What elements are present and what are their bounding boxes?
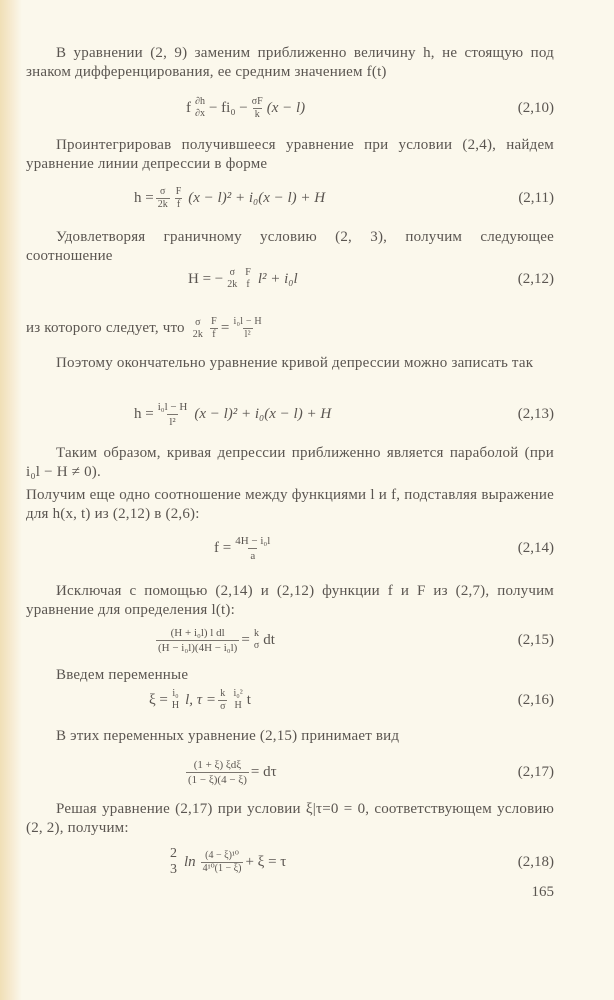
paragraph-8: Исключая с помощью (2,14) и (2,12) функции f и F из (2,7), получим уравнение для определения l(t): bbox=[26, 583, 554, 618]
inline-equation: σ 2k $\frac{F}{f}$ = $\frac{\text{i₀l − H}}{\text{l²}}$ bbox=[192, 316, 262, 340]
equation-number: (2,13) bbox=[517, 405, 554, 422]
equation-number: (2,16) bbox=[517, 691, 554, 708]
equation-2-10: f ∂h ∂x − fi₀ − $\frac{\sigma F}{k}$ (x − l) (2,10) bbox=[186, 95, 554, 120]
equation-2-14: f = $\frac{\text{4H − i₀l}}{a}$ (2,14) bbox=[214, 534, 554, 562]
paragraph-2: Проинтегрировав получившееся уравнение при условии (2,4), найдем уравнение линии депрессии в форме bbox=[26, 137, 554, 172]
paragraph-1: В уравнении (2, 9) заменим приближенно величину h, не стоящую под знаком дифференцирования, ее средним значением f(t) bbox=[26, 45, 554, 80]
paragraph-4: из которого следует, что σ 2k $\frac{F}{f}$ = $\frac{\text{i₀l − H}}{\text{l²}}$ bbox=[26, 316, 554, 341]
equation-number: (2,10) bbox=[517, 99, 554, 116]
equation-2-18: 2 3 ln $\frac{\text{(4 − ξ)¹⁰}}{\text{4¹⁰(1 − ξ)}}$ + ξ = τ (2,18) bbox=[170, 846, 554, 877]
equation-number: (2,11) bbox=[518, 189, 554, 206]
equation-number: (2,18) bbox=[517, 853, 554, 870]
paragraph-11: Решая уравнение (2,17) при условии ξ|τ=0 = 0, соответствующем условию (2, 2), получим: bbox=[26, 801, 554, 836]
paragraph-9: Введем переменные bbox=[56, 667, 189, 683]
equation-2-16: ξ = i₀ H l, τ = $\frac{k}{\sigma}$ i₀² H t (2,16) bbox=[149, 687, 554, 712]
equation-number: (2,12) bbox=[517, 270, 554, 287]
equation-2-13: h = $\frac{\text{i₀l − H}}{\text{l²}}$ (x − l)² + i₀(x − l) + H (2,13) bbox=[134, 400, 554, 428]
page-binding-edge bbox=[0, 0, 22, 1000]
paragraph-7: Получим еще одно соотношение между функциями l и f, подставляя выражение для h(x, t) из (2,12) в (2,6): bbox=[26, 487, 554, 522]
paragraph-6: Таким образом, кривая депрессии приближенно является параболой (при i₀l − H ≠ 0). bbox=[26, 445, 554, 480]
paragraph-3: Удовлетворяя граничному условию (2, 3), получим следующее соотношение bbox=[26, 229, 554, 264]
equation-2-17: $\frac{\text{(1 + ξ) ξdξ}}{(1 - \xi)(4 - \xi)}$ = dτ (2,17) bbox=[188, 758, 554, 786]
equation-2-11: h = $\frac{\sigma}{2k}$ $\frac{F}{f}$ (x − l)² + i₀(x − l) + H (2,11) bbox=[134, 185, 554, 210]
equation-number: (2,17) bbox=[517, 763, 554, 780]
book-page bbox=[26, 0, 554, 1000]
equation-2-12: H = − σ 2k F f l² + i₀l (2,12) bbox=[188, 267, 554, 290]
equation-2-15: $\frac{\text{(H + i₀l) l dl}}{\text{(H − i₀l)(4H − i₀l)}}$ = k σ dt (2,15) bbox=[158, 626, 554, 654]
page-number: 165 bbox=[531, 884, 554, 900]
paragraph-5: Поэтому окончательно уравнение кривой депрессии можно записать так bbox=[56, 355, 534, 371]
equation-number: (2,14) bbox=[517, 539, 554, 556]
paragraph-10: В этих переменных уравнение (2,15) принимает вид bbox=[56, 728, 400, 744]
equation-number: (2,15) bbox=[517, 631, 554, 648]
